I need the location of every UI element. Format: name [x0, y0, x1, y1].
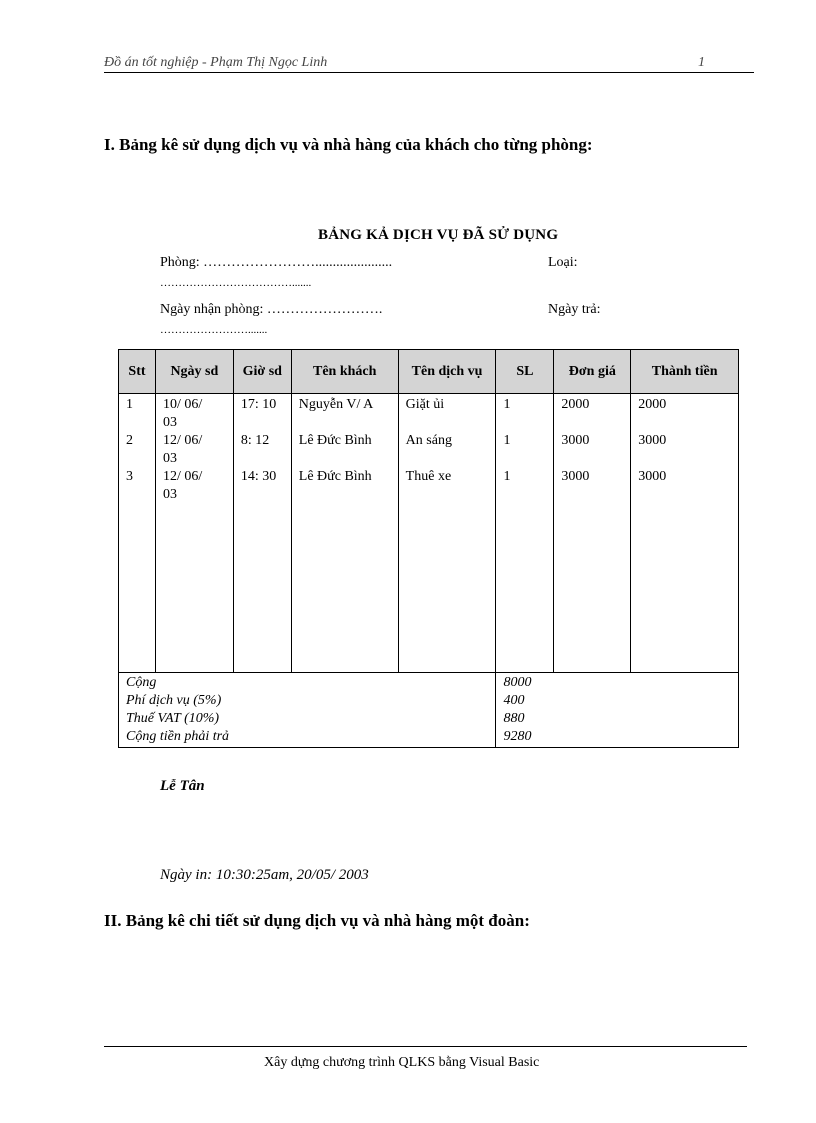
summary-value: 8000 [503, 675, 532, 690]
summary-blank [554, 673, 739, 748]
table-cell: 1 [503, 469, 511, 484]
column-header: Giờ sd [233, 350, 291, 394]
summary-value: 9280 [503, 729, 532, 744]
table-cell: 8: 12 [240, 433, 270, 448]
table-cell: 10/ 06/ [162, 397, 203, 412]
receptionist-label: Lễ Tân [160, 778, 205, 794]
summary-values [496, 673, 554, 748]
summary-label: Phí dịch vụ (5%) [126, 693, 222, 708]
price-column [554, 394, 631, 673]
column-header: Stt [119, 350, 156, 394]
table-cell: 1 [503, 433, 511, 448]
summary-row [119, 673, 739, 748]
table-cell: 1 [503, 397, 511, 412]
section-1-heading: I. Bảng kê sử dụng dịch vụ và nhà hàng của khách cho từng phòng: [104, 135, 593, 154]
table-cell: 2 [126, 433, 133, 448]
table-cell: 03 [162, 415, 177, 430]
type-field-label: Loại: [548, 255, 578, 270]
table-cell: 03 [162, 451, 177, 466]
table-cell: Lê Đức Bình [298, 433, 372, 448]
table-cell: An sáng [405, 433, 452, 448]
table-cell: 12/ 06/ [162, 469, 203, 484]
table-body [119, 394, 739, 673]
table-cell: 3000 [638, 433, 667, 448]
service-column [398, 394, 496, 673]
services-table [118, 349, 739, 748]
column-header: Đơn giá [554, 350, 631, 394]
guest-column [291, 394, 398, 673]
table-cell: 3 [126, 469, 133, 484]
column-header: Thành tiền [631, 350, 739, 394]
date-column [155, 394, 233, 673]
table-cell: Nguyễn V/ A [298, 397, 374, 412]
room-field: Phòng: ……………………...................... [160, 255, 393, 270]
table-cell: Giặt ủi [405, 397, 445, 412]
print-date: Ngày in: 10:30:25am, 20/05/ 2003 [160, 867, 369, 883]
section-2-heading: II. Bảng kê chi tiết sử dụng dịch vụ và nhà hàng một đoàn: [104, 911, 530, 930]
table-cell: 3000 [561, 433, 590, 448]
summary-labels [119, 673, 496, 748]
header-title: Đồ án tốt nghiệp - Phạm Thị Ngọc Linh [104, 55, 328, 70]
summary-label: Cộng [126, 675, 157, 690]
report-title: BẢNG KẢ DỊCH VỤ ĐÃ SỬ DỤNG [318, 227, 559, 243]
table-header-row [119, 350, 739, 394]
table-cell: 14: 30 [240, 469, 277, 484]
checkout-field-label: Ngày trả: [548, 302, 601, 317]
checkin-field: Ngày nhận phòng: ……………………. [160, 302, 383, 317]
time-column [233, 394, 291, 673]
table-cell: 3000 [638, 469, 667, 484]
table-cell: 3000 [561, 469, 590, 484]
qty-column [496, 394, 554, 673]
table-cell: Lê Đức Bình [298, 469, 372, 484]
column-header: Tên khách [291, 350, 398, 394]
summary-value: 400 [503, 693, 525, 708]
header-page-number: 1 [698, 55, 705, 70]
column-header: SL [496, 350, 554, 394]
checkout-field-dots: ……………………....... [160, 324, 268, 336]
type-field-dots: ………………………………....... [160, 277, 312, 289]
total-column [631, 394, 739, 673]
table-cell: 17: 10 [240, 397, 277, 412]
table-cell: Thuê xe [405, 469, 452, 484]
summary-label: Cộng tiền phải trả [126, 729, 230, 744]
footer-text: Xây dựng chương trình QLKS bằng Visual Basic [264, 1055, 540, 1070]
table-cell: 12/ 06/ [162, 433, 203, 448]
summary-value: 880 [503, 711, 525, 726]
table-cell: 03 [162, 487, 177, 502]
column-header: Tên dịch vụ [398, 350, 496, 394]
table-cell: 2000 [638, 397, 667, 412]
column-header: Ngày sd [155, 350, 233, 394]
header-divider [104, 72, 754, 73]
footer-divider [104, 1046, 747, 1047]
stt-column [119, 394, 156, 673]
table-cell: 2000 [561, 397, 590, 412]
summary-label: Thuế VAT (10%) [126, 711, 220, 726]
table-cell: 1 [126, 397, 133, 412]
